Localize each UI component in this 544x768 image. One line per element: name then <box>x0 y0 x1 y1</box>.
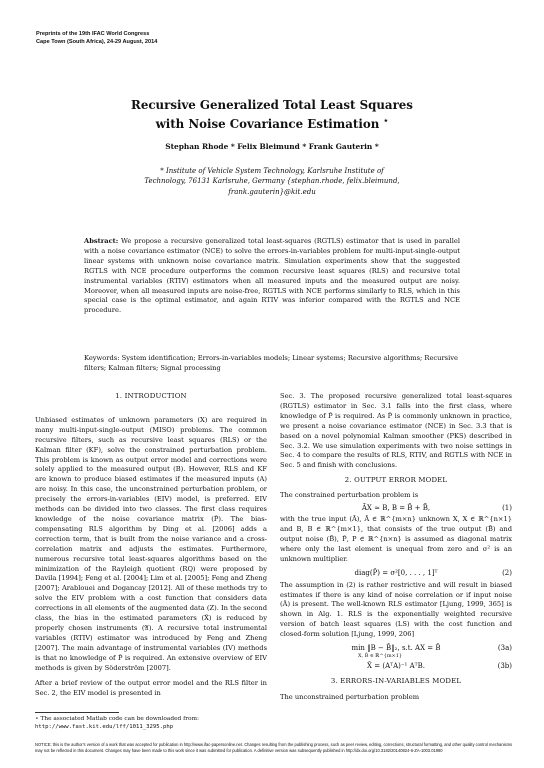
keywords <box>84 354 460 374</box>
paragraph-after-eq-2: The assumption in (2) is rather restrictive and will result in biased estimates if there is any kind of noise correlation or if input noise (Ã) is present. The well-known RLS estimator [Ljung, 1999, 365] is shown in Alg. 1. RLS is the exponentially weighted recursive version of batch least squares (LS) with the cost function and closed-form solution [Ljung, 1999, 206] <box>280 580 512 639</box>
keywords-text: System identification; Errors-in-variables models; Linear systems; Recursive algorithms; Recursive filters; Kalman filters; Signal processing <box>84 354 458 372</box>
equation-2-body: diag(P̂) = σ²[0, . . . , 1]ᵀ <box>354 568 438 577</box>
right-column <box>280 392 512 703</box>
intro-paragraph-2: After a brief review of the output error model and the RLS filter in Sec. 2, the EIV model is presented in <box>35 679 267 698</box>
title-footnote-star: ⋆ <box>383 115 389 125</box>
left-column <box>35 392 267 699</box>
equation-1 <box>280 503 512 513</box>
affiliation-line-2: Technology, 76131 Karlsruhe, Germany {stephan.rhode, felix.bleimund, <box>144 177 400 186</box>
section-3-heading: 3. ERRORS-IN-VARIABLES MODEL <box>330 677 462 686</box>
equation-3a-body: min ‖B − B̂‖₂, s.t. AX = B̂ <box>351 644 441 653</box>
keywords-label: Keywords: <box>84 354 120 362</box>
author-list: Stephan Rhode * Felix Bleimund * Frank Gauterin * <box>165 142 379 151</box>
footnote-divider <box>35 712 119 713</box>
section-3-text: The unconstrained perturbation problem <box>280 692 420 701</box>
intro-paragraph-1: Unbiased estimates of unknown parameters (X) are required in many multi-input-single-output (MISO) problems. The common recursive filters, such as recursive least squares (RLS) or the Kalman filter (KF), solve the constrained perturbation problem. This problem is known as output error model and corrections were solely applied to the measured output (B). However, RLS and KF are known to produce biased estimates if the measured inputs (A) are noisy. In this case, the unconstrained perturbation problem, or precisely the errors-in-variables (EIV) model, is preferred. EIV methods can be divided into two classes. The first class requires knowledge of the noise covariance matrix (P̂). The bias-compensating RLS algorithm by Ding et al. [2006] adds a correction term, that is built from the noise variance and a cross-correlation matrix and adjusts the estimates. Furthermore, numerous recursive total least-squares algorithms based on the minimization of the Rayleigh quotient (RQ) were proposed by Davila [1994]; Feng et al. [2004]; Lim et al. [2005]; Feng and Zheng [2007]; Arablouei and Dogancay [2012]. All of these methods try to solve the EIV problem with a cost function that considers data corrections in all elements of the augmented data (Z). In the second class, the bias in the estimated parameters (X̂) is reduced by properly chosen instruments (𝔄). A recursive total instrumental variables (RTIV) estimator was introduced by Feng and Zheng [2007]. The main advantage of instrumental variables (IV) methods is that no knowledge of P̂ is required. An extensive overview of EIV methods is given by Söderström [2007]. <box>35 415 267 672</box>
abstract-text: We propose a recursive generalized total least-squares (RGTLS) estimator that is used in parallel with a noise covariance estimator (NCE) to solve the errors-in-variables problem for multi-input-single-output linear systems with unknown noise covariance matrix. Simulation experiments show that the suggested RGTLS with NCE procedure outperforms the common recursive least squares (RLS) and recursive total instrumental variables (RTIV) estimators when all measured inputs and the measured output are noisy. Moreover, when all measured inputs are noise-free, RGTLS with NCE performs similarly to RLS, which in this special case is the optimal estimator, and again RTIV was inferior compared with the RGTLS and NCE procedure. <box>84 237 460 315</box>
title-line-2-text: with Noise Covariance Estimation <box>155 116 380 131</box>
equation-3b <box>280 661 512 671</box>
affiliation <box>100 166 444 197</box>
equation-1-number: (1) <box>502 504 512 513</box>
header-line-1: Preprints of the 19th IFAC World Congress <box>36 31 150 37</box>
equation-1-body: ĀX ≈ B, B = B̄ + B̃, <box>361 504 431 513</box>
footnote <box>35 715 199 731</box>
paragraph-after-eq-1: with the true input (Ā), Ā ∈ ℝ^{m×n} unknown X, X ∈ ℝ^{n×1} and B, B ∈ ℝ^{m×1}, that consists of the true output (B̄) and output noise (B̃), P̂, P ∈ ℝ^{n×n} is assumed as diagonal matrix where only the last element is unequal from zero and σ² is an unknown multiplier. <box>280 515 512 563</box>
affiliation-line-1: * Institute of Vehicle System Technology, Karlsruhe Institute of <box>160 167 384 175</box>
abstract-label: Abstract: <box>84 237 119 245</box>
paper-title <box>0 98 544 132</box>
section-1-heading: 1. INTRODUCTION <box>115 392 187 400</box>
publication-notice: NOTICE: this is the author's version of a work that was accepted for publication in http://www.ifac-papersonline.net. Changes resulting from the publishing process, such as peer review, editing, corrections, structural formatting, and other quality control mechanisms may not be reflected in this document. Changes may have been made to this work since it was submitted for publication. A definitive version was subsequently published in http://dx.doi.org/10.3182/20140824-6-ZA-1003.01980 <box>35 742 513 753</box>
equation-3b-number: (3b) <box>497 662 512 671</box>
abstract <box>84 237 460 316</box>
header-line-2: Cape Town (South Africa), 24-29 August, 2014 <box>36 39 158 45</box>
equation-3a-number: (3a) <box>497 644 512 653</box>
footnote-text: ⋆ The associated Matlab code can be downloaded from: <box>35 716 199 722</box>
section-2-heading: 2. OUTPUT ERROR MODEL <box>344 476 448 485</box>
running-header <box>36 30 157 46</box>
title-line-1: Recursive Generalized Total Least Squares <box>131 98 413 112</box>
equation-3a <box>280 643 512 653</box>
equation-3b-body: X̂ = (AᵀA)⁻¹ AᵀB. <box>367 662 425 671</box>
equation-3a-subscript: X, B̂ ∈ ℝ^{m×1} <box>358 653 403 660</box>
footnote-url[interactable]: http://www.fast.kit.edu/lff/1011_3295.php <box>35 724 174 730</box>
equation-2 <box>280 568 512 578</box>
right-paragraph-1: Sec. 3. The proposed recursive generalized total least-squares (RGTLS) estimator in Sec. 3.1 falls into the first class, where knowledge of P̂ is required. As P̂ is commonly unknown in practice, we present a noise covariance estimator (NCE) in Sec. 3.3 that is based on a novel polynomial Kalman smoother (PKS) described in Sec. 3.2. We use simulation experiments with two noise settings in Sec. 4 to compare the results of RLS, RTIV, and RGTLS with NCE in Sec. 5 and finish with conclusions. <box>280 392 512 470</box>
affiliation-line-3: frank.gauterin}@kit.edu <box>228 187 316 196</box>
equation-intro: The constrained perturbation problem is <box>280 491 419 500</box>
title-line-2 <box>0 113 544 132</box>
equation-2-number: (2) <box>502 568 512 577</box>
